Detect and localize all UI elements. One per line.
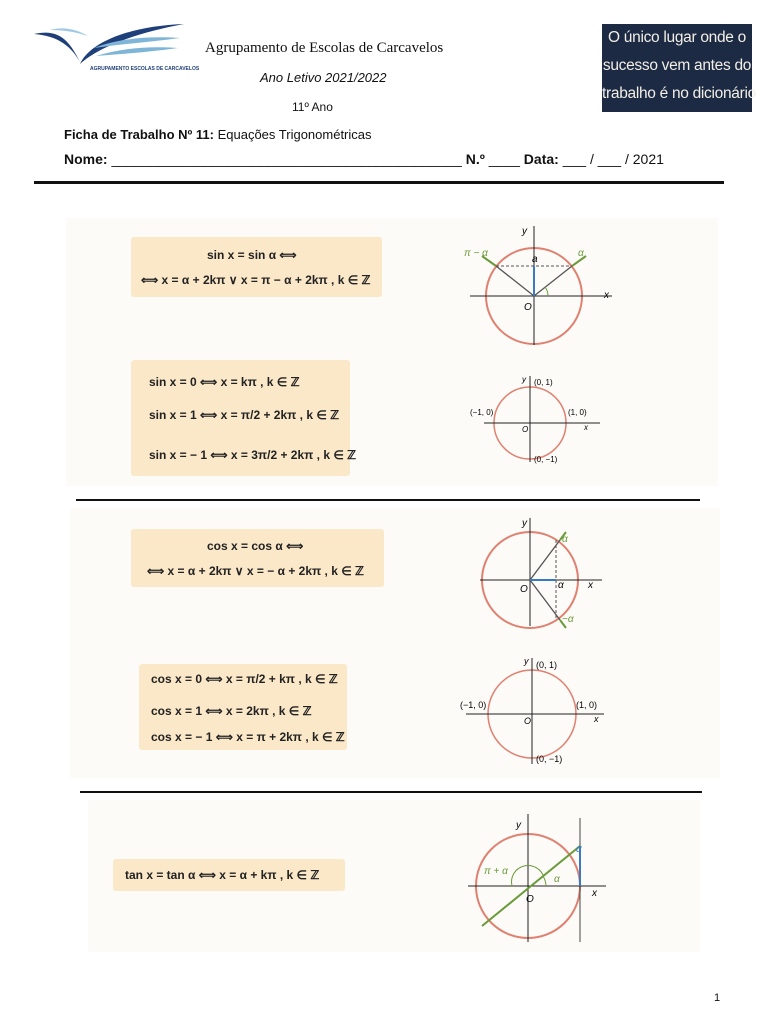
sheet-title: [64, 127, 372, 142]
tan-general-box: [113, 859, 345, 891]
page-number: 1: [714, 992, 721, 1004]
sin-value-label: a: [532, 254, 538, 265]
formula-line: cos x = 0 ⟺ x = π/2 + kπ , k ∈ ℤ: [151, 672, 338, 686]
axis-y-label: y: [524, 656, 529, 666]
sheet-topic: Equações Trigonométricas: [217, 127, 372, 142]
alpha-value-label: α: [558, 580, 564, 591]
alpha-label: α: [578, 248, 584, 259]
point-left-label: (−1, 0): [460, 700, 487, 710]
origin-label: O: [526, 894, 534, 905]
formula-line: sin x = 1 ⟺ x = π/2 + 2kπ , k ∈ ℤ: [149, 408, 340, 422]
formula-line: sin x = − 1 ⟺ x = 3π/2 + 2kπ , k ∈ ℤ: [149, 448, 357, 462]
sin-special-diagram: [464, 370, 604, 470]
minus-alpha-label: −α: [562, 614, 574, 625]
quote-line: sucesso vem antes do: [602, 57, 752, 74]
axis-x-label: x: [604, 290, 609, 301]
alpha-angle-label: α: [554, 874, 560, 885]
sheet-label: Ficha de Trabalho Nº 11:: [64, 127, 214, 142]
origin-label: O: [520, 584, 528, 595]
sin-general-box: [131, 237, 382, 297]
name-label: Nome:: [64, 151, 108, 167]
date-label: Data:: [523, 151, 559, 167]
alpha-label: α: [576, 844, 582, 855]
quote-line: trabalho é no dicionário: [602, 85, 756, 102]
origin-label: O: [524, 716, 532, 726]
formula-line: ⟺ x = α + 2kπ ∨ x = − α + 2kπ , k ∈ ℤ: [147, 564, 364, 578]
axis-y-label: y: [516, 820, 521, 831]
axis-x-label: x: [594, 714, 599, 724]
school-year: Ano Letivo 2021/2022: [260, 70, 387, 85]
alpha-label: α: [562, 534, 568, 545]
sin-general-diagram: [460, 220, 620, 350]
axis-y-label: y: [522, 518, 527, 529]
sin-special-box: [131, 360, 357, 476]
formula-line: sin x = 0 ⟺ x = kπ , k ∈ ℤ: [149, 375, 300, 389]
point-bottom-label: (0, −1): [536, 754, 563, 764]
date-field[interactable]: ___ / ___ / 2021: [562, 151, 664, 167]
grade-level: 11º Ano: [292, 100, 333, 114]
formula-line: sin x = sin α ⟺: [207, 248, 297, 262]
point-bottom-label: (0, −1): [534, 455, 558, 464]
section-divider: [76, 499, 700, 501]
origin-label: O: [524, 302, 532, 313]
point-left-label: (−1, 0): [470, 408, 494, 417]
name-field[interactable]: _____________________________________________: [111, 151, 462, 167]
tan-general-diagram: [462, 808, 612, 948]
formula-line: cos x = 1 ⟺ x = 2kπ , k ∈ ℤ: [151, 704, 312, 718]
axis-y-label: y: [522, 226, 527, 237]
section-divider: [80, 791, 702, 793]
formula-line: cos x = cos α ⟺: [207, 539, 304, 553]
axis-x-label: x: [592, 888, 597, 899]
axis-y-label: y: [522, 375, 526, 384]
formula-line: cos x = − 1 ⟺ x = π + 2kπ , k ∈ ℤ: [151, 730, 345, 744]
pi-plus-alpha-label: π + α: [484, 866, 508, 877]
number-label: N.º: [465, 151, 485, 167]
quote-line: O único lugar onde o: [608, 29, 746, 46]
cos-general-diagram: [470, 512, 610, 632]
point-top-label: (0, 1): [536, 660, 558, 670]
cos-special-diagram: [458, 652, 608, 768]
formula-line: ⟺ x = α + 2kπ ∨ x = π − α + 2kπ , k ∈ ℤ: [141, 273, 371, 287]
student-info-line: [64, 151, 664, 167]
axis-x-label: x: [588, 580, 593, 591]
school-name: Agrupamento de Escolas de Carcavelos: [205, 40, 444, 56]
cos-special-box: [139, 664, 347, 750]
point-top-label: (0, 1): [534, 378, 553, 387]
formula-line: tan x = tan α ⟺ x = α + kπ , k ∈ ℤ: [125, 868, 320, 882]
logo-caption: AGRUPAMENTO ESCOLAS DE CARCAVELOS: [90, 66, 200, 72]
axis-x-label: x: [584, 423, 588, 432]
point-right-label: (1, 0): [568, 408, 587, 417]
pi-minus-alpha-label: π − α: [464, 248, 488, 259]
header-divider: [34, 181, 724, 184]
motivational-quote: [602, 24, 756, 112]
origin-label: O: [522, 425, 529, 434]
cos-general-box: [131, 529, 384, 587]
point-right-label: (1, 0): [576, 700, 598, 710]
number-field[interactable]: ____: [488, 151, 520, 167]
